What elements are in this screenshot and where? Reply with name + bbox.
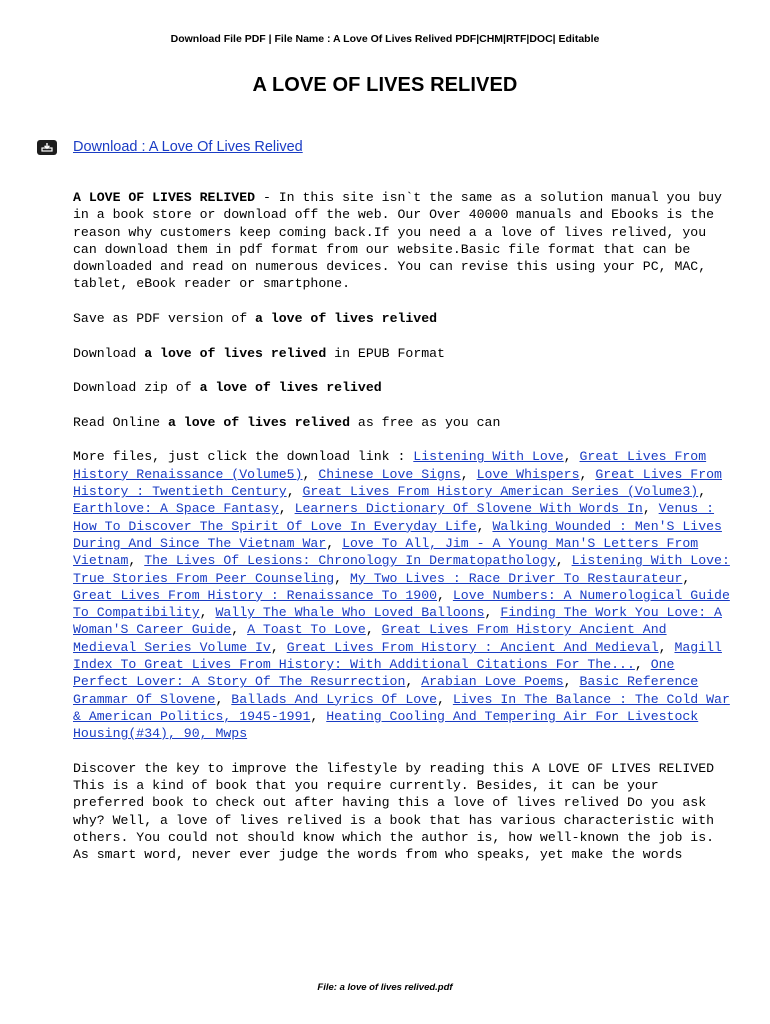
page-header: Download File PDF | File Name : A Love Of Lives Relived PDF|CHM|RTF|DOC| Editable [170,33,600,45]
intro-paragraph [73,189,733,293]
file-link[interactable]: Great Lives From History Ancient And Medieval Series Volume Iv [73,622,667,655]
file-link[interactable]: Lives In The Balance : The Cold War & American Politics, 1945-1991 [73,691,730,724]
download-link[interactable]: Download : A Love Of Lives Relived [73,139,303,155]
file-link[interactable]: Love To All, Jim - A Young Man'S Letters From Vietnam [73,535,699,569]
file-link[interactable]: Great Lives From History : Renaissance To 1900 [73,587,438,603]
document-title: A LOVE OF LIVES RELIVED [252,74,518,96]
file-link[interactable]: Arabian Love Poems [421,674,564,690]
file-link[interactable]: Listening With Love: True Stories From Peer Counseling [73,553,730,586]
option-text: as free as you can [350,414,501,430]
file-link[interactable]: Love Numbers: A Numerological Guide To Compatibility [73,587,730,621]
file-link[interactable]: Basic Reference Grammar Of Slovene [73,674,699,707]
option-bold: a love of lives relived [255,311,438,327]
file-link[interactable]: Heating Cooling And Tempering Air For Livestock Housing(#34), 90, Mwps [73,708,699,742]
file-link[interactable]: Venus : How To Discover The Spirit Of Love In Everyday Life [73,501,715,534]
file-link[interactable]: Finding The Work You Love: A Woman'S Career Guide [73,605,722,638]
option-read-online [73,414,733,431]
more-files-lead: More files, just click the download link : [73,449,414,465]
file-link[interactable]: Earthlove: A Space Fantasy [73,501,279,517]
more-files-links: Listening With Love, Great Lives From History Renaissance (Volume5), Chinese Love Signs, Love Whispers, Great Lives From History : Twentieth Century, Great Lives From History American Series (Volume3), Earthlove: A Space Fantasy, Learners Dictionary Of Slovene With Words In, Venus : How To Discover The Spirit Of Love In Everyday Life, Walking Wounded : Men'S Lives During And Since The Vietnam War, Love To All, Jim - A Young Man'S Letters From Vietnam, The Lives Of Lesions: Chronology In Dermatopathology, Listening With Love: True Stories From Peer Counseling, My Two Lives : Race Driver To Restaurateur, Great Lives From History : Renaissance To 1900, Love Numbers: A Numerological Guide To Compatibility, Wally The Whale Who Loved Balloons, Finding The Work You Love: A Woman'S Career Guide, A Toast To Love, Great Lives From History Ancient And Medieval Series Volume Iv, Great Lives From History : Ancient And Medieval, Magill Index To Great Lives From History: With Additional Citations For The..., One Perfect Lover: A Story Of The Resurrection, Arabian Love Poems, Basic Reference Grammar Of Slovene, Ballads And Lyrics Of Love, Lives In The Balance : The Cold War & American Politics, 1945-1991, Heating Cooling And Tempering Air For Livestock Housing(#34), 90, Mwps [73,449,730,742]
closing-paragraph: Discover the key to improve the lifestyle by reading this A LOVE OF LIVES RELIVED This is a kind of book that you require currently. Besides, it can be your preferred book to check out after having this a love of lives relived Do you ask why? Well, a love of lives relived is a book that has various characteristic with others. You could not should know which the author is, how well-known the job is. As smart word, never ever judge the words from who speaks, yet make the words [73,760,715,863]
file-link[interactable]: Listening With Love [413,449,564,465]
download-icon[interactable] [37,140,57,155]
option-text: Download zip of [73,380,200,396]
option-text: Read Online [73,414,168,430]
document-body [73,189,733,881]
option-bold: a love of lives relived [167,414,350,430]
file-link[interactable]: Ballads And Lyrics Of Love [231,691,438,707]
file-link[interactable]: A Toast To Love [247,622,366,638]
file-link[interactable]: The Lives Of Lesions: Chronology In Dermatopathology [144,553,556,569]
intro-text: - In this site isn`t the same as a solution manual you buy in a book store or download off the web. Our Over 40000 manuals and Ebooks is the reason why customers keep coming back.If you need a a love of lives relived, you can download them in pdf format from our website.Basic file format that can be downloaded and read on numerous devices. You can revise this using your PC, MAC, tablet, eBook reader or smartphone. [73,190,722,292]
option-text: Download [73,345,145,361]
option-bold: a love of lives relived [144,345,327,361]
option-download-zip [73,379,733,396]
page-footer: File: a love of lives relived.pdf [317,982,453,993]
more-files-paragraph [73,448,733,742]
file-link[interactable]: My Two Lives : Race Driver To Restaurateur [349,570,683,586]
option-save-pdf [73,310,733,327]
option-text: Save as PDF version of [73,311,256,327]
option-download-epub [73,345,733,362]
file-link[interactable]: One Perfect Lover: A Story Of The Resurrection [73,657,675,690]
file-link[interactable]: Walking Wounded : Men'S Lives During And Since The Vietnam War [73,518,722,551]
file-link[interactable]: Chinese Love Signs [318,466,461,482]
file-link[interactable]: Magill Index To Great Lives From History: With Additional Citations For The... [73,639,722,673]
file-link[interactable]: Great Lives From History : Ancient And Medieval [286,639,659,655]
intro-bold-lead: A LOVE OF LIVES RELIVED [73,190,256,205]
option-bold: a love of lives relived [199,380,382,396]
file-link[interactable]: Great Lives From History Renaissance (Volume5) [73,449,707,482]
download-row [37,137,303,157]
file-link[interactable]: Great Lives From History : Twentieth Century [73,466,722,500]
file-link[interactable]: Great Lives From History American Series (Volume3) [302,484,699,500]
option-text: in EPUB Format [326,345,445,361]
file-link[interactable]: Love Whispers [476,466,580,482]
file-link[interactable]: Wally The Whale Who Loved Balloons [215,605,485,621]
file-link[interactable]: Learners Dictionary Of Slovene With Words In [294,501,643,517]
